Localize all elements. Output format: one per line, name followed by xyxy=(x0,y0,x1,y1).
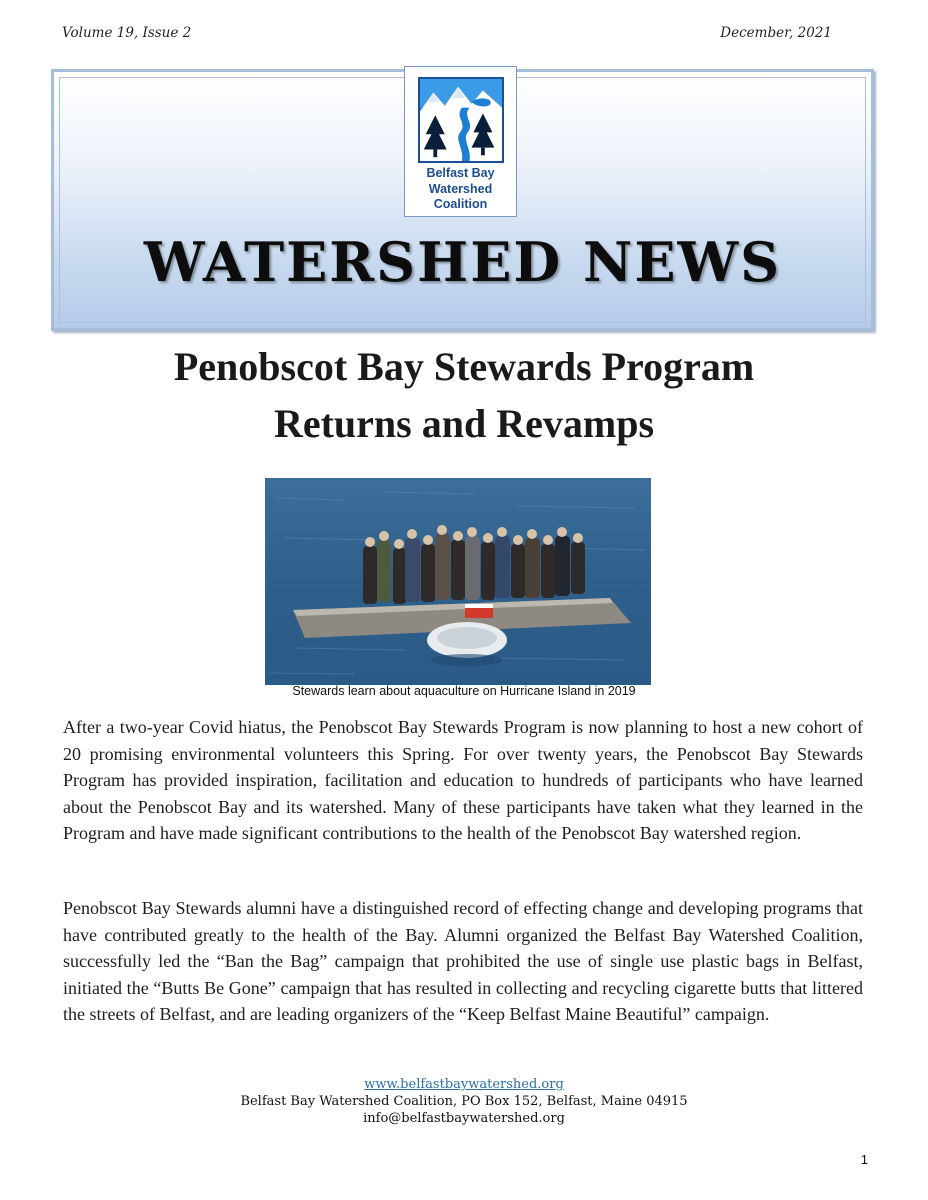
page-number: 1 xyxy=(860,1152,868,1167)
coalition-logo xyxy=(404,66,517,217)
volume-issue: Volume 19, Issue 2 xyxy=(62,25,192,41)
newsletter-title: WATERSHED NEWS xyxy=(143,230,782,294)
logo-line-2: Watershed xyxy=(428,181,493,196)
headline-line-1: Penobscot Bay Stewards Program xyxy=(173,344,755,389)
stewards-dock-photo xyxy=(265,478,651,685)
contact-email[interactable]: info@belfastbaywatershed.org xyxy=(363,1111,565,1126)
article-headline xyxy=(60,338,868,452)
website-link[interactable]: www.belfastbaywatershed.org xyxy=(364,1077,564,1092)
footer xyxy=(0,1076,928,1127)
logo-wordmark xyxy=(405,166,516,213)
article-paragraph-1: After a two-year Covid hiatus, the Penobscot Bay Stewards Program is now planning to host a new cohort of 20 promising environmental volunteers this Spring. For over twenty years, the Penobscot Bay Stewards Program has provided inspiration, facilitation and education to hundreds of participants who have learned about the Penobscot Bay and its watershed. Many of these participants have taken what they learned in the Program and have made significant contributions to the health of the Penobscot Bay watershed region. xyxy=(63,717,863,843)
logo-line-3: Coalition xyxy=(433,197,488,211)
logo-line-1: Belfast Bay xyxy=(426,166,495,180)
issue-date: December, 2021 xyxy=(720,25,832,41)
masthead xyxy=(51,69,874,331)
watershed-logo-icon xyxy=(418,77,504,163)
article-paragraph-2: Penobscot Bay Stewards alumni have a distinguished record of effecting change and developing programs that have contributed greatly to the health of the Bay. Alumni organized the Belfast Bay Watershed Coalition, successfully led the “Ban the Bag” campaign that prohibited the use of single use plastic bags in Belfast, initiated the “Butts Be Gone” campaign that has resulted in collecting and recycling cigarette butts that littered the streets of Belfast, and are leading organizers of the “Keep Belfast Maine Beautiful” campaign. xyxy=(63,898,863,1024)
headline-line-2: Returns and Revamps xyxy=(273,401,655,446)
photo-caption: Stewards learn about aquaculture on Hurricane Island in 2019 xyxy=(292,684,636,698)
mailing-address: Belfast Bay Watershed Coalition, PO Box 152, Belfast, Maine 04915 xyxy=(240,1094,688,1109)
issue-header xyxy=(62,25,832,45)
